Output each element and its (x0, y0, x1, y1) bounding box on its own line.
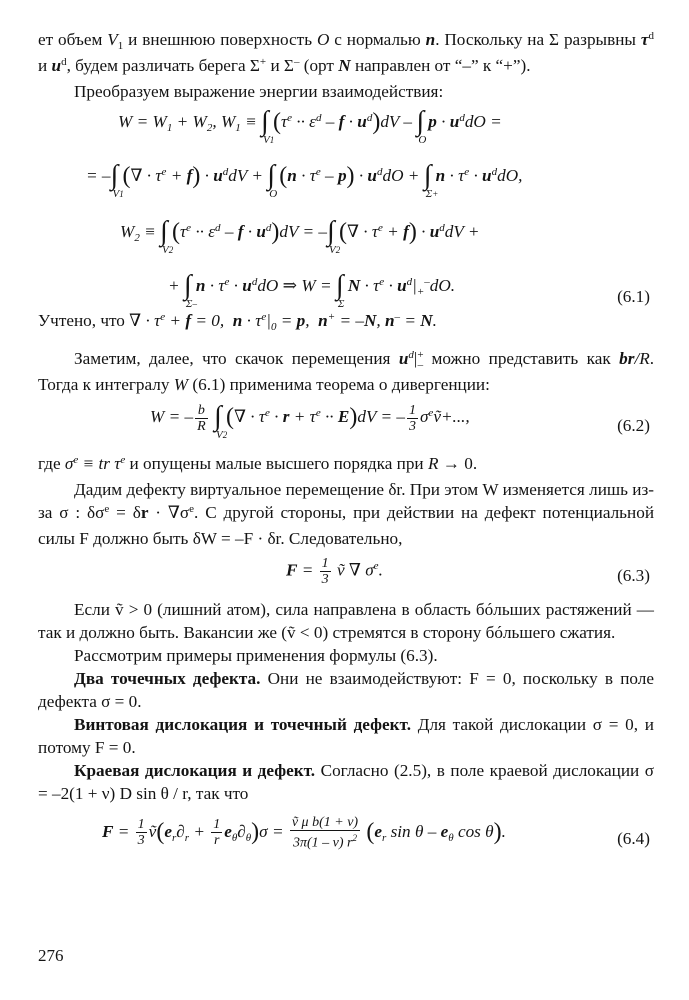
paragraph-edge: Краевая дислокация и дефект. Согласно (2.5), в поле краевой дислокации σ = –2(1 + ν) D sin θ / r, так что (38, 761, 654, 803)
equation-6-3: F = $\frac{1}{3}$ ṽ ∇ $\sigma^e$. (6.3) (286, 556, 650, 587)
paragraph-virtual: Дадим дефекту виртуальное перемещение δr. При этом W изменяется лишь из-за σ : $\delta\sigma^e = \delta r \cdot \nabla\sigma^e$. С другой стороны, при действии на дефект потенциальной силы F должно быть δW = –F · δr. Следовательно, (38, 480, 655, 548)
eq-number-6-2: (6.2) (617, 416, 650, 435)
paragraph-examples: Рассмотрим примеры применения формулы (6.3). (74, 646, 438, 665)
paragraph-where: где $\sigma^e$ ≡ tr $\tau^e$ и опущены малые высшего порядка при R → 0. (38, 454, 478, 473)
heading-two-defects: Два точечных дефекта. (74, 669, 261, 688)
page-body (38, 28, 654, 857)
heading-edge: Краевая дислокация и дефект. (74, 761, 316, 780)
paragraph-screw: Винтовая дислокация и точечный дефект. Для такой дислокации σ = 0, и потому F = 0. (38, 715, 654, 757)
paragraph-intro: ет объем $V_1$ и внешнюю поверхность O с нормалью n. Поскольку на Σ разрывны $\tau^d$ и $u^d$, будем различать берега Σ+ и Σ– (орт N направлен от “–” к “+”). (38, 30, 655, 75)
heading-screw: Винтовая дислокация и точечный дефект. (74, 715, 411, 734)
equation-6-2: W = – $\frac{b}{R}$ ∫ V2 (∇ · $\tau^e \cdot r + \tau^e \cdot\cdot E)dV$ = – $\frac{1}{3}$ $\sigma^eṽ+$..., (6.2) (150, 401, 650, 441)
equation-6-4: F = $\frac{1}{3}$ $ṽ(e_r\partial_r$ + $\frac{1}{r}$ $e_\theta\partial_\theta)\sigma$ = $\frac{\text{ṽ μ b(1 + ν)}}{3\pi(1 - \nu) r^2}$ ($e_r$ sin θ – $e_\theta$ cos θ). (6.4) (102, 815, 650, 851)
paragraph-sign: Если ṽ > 0 (лишний атом), сила направлена в область бóльших растяжений — так и должно быть. Вакансии же (ṽ < 0) стремятся в сторону бóльшего сжатия. (38, 600, 654, 642)
paragraph-two-defects: Два точечных дефекта. Они не взаимодействуют: F = 0, поскольку в поле дефекта σ = 0. (38, 669, 654, 711)
eq-number-6-1: (6.1) (617, 287, 650, 306)
paragraph-jump: Заметим, далее, что скачок перемещения $u^d|^+_-$ можно представить как br/R. Тогда к интегралу W (6.1) применима теорема о дивергенции: (38, 349, 655, 394)
paragraph-note: Учтено, что ∇ · $\tau^e + f = 0$, $n \cdot \tau^e|_0 = p$, n+ = –N, n– = N. (38, 311, 437, 333)
eq-number-6-4: (6.4) (617, 829, 650, 848)
paragraph-transform: Преобразуем выражение энергии взаимодействия: (74, 82, 444, 101)
page-number: 276 (38, 946, 64, 965)
equation-6-1: $W = W_1 + W_2$, $W_1$ ≡ ∫ V1 $(\tau^e \cdot\cdot \varepsilon^d - f \cdot u^d)dV$ – ∫ O $p \cdot u^ddO$ = = –∫ V1 (∇ · $\tau^e + f) \cdot u^ddV$ + ∫ O $(n \cdot \tau^e - p) \cdot u^ddO$ + ∫ Σ+ $n \cdot \tau^e \cdot u^ddO$, $W_2$ ≡ ∫ V2 $(\tau^e \cdot\cdot \varepsilon^d - f \cdot u^d)dV$ = –∫ V2 (∇ · $\tau^e + f) \cdot u^ddV$ + + ∫ Σ– $n \cdot \tau^e \cdot u^ddO$ ⇒ W = ∫ Σ $N \cdot \tau^e \cdot u^d|_+^-dO$. (6.1) (86, 106, 650, 310)
eq-number-6-3: (6.3) (617, 566, 650, 585)
